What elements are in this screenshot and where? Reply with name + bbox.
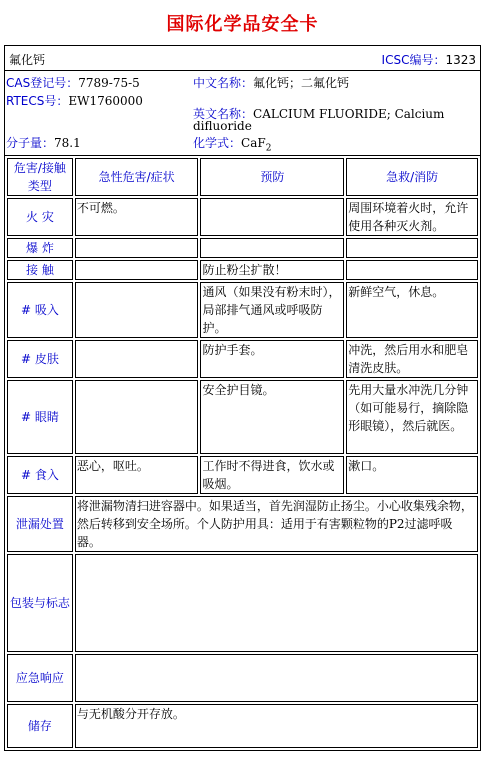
cas-value: 7789-75-5: [78, 76, 140, 90]
row-hazard: [75, 380, 199, 454]
col-header-hazard: 急性危害/症状: [75, 158, 199, 196]
rtecs-label: RTECS号：: [6, 94, 69, 108]
formula-field: [193, 134, 271, 153]
identity-block: [5, 71, 480, 156]
mw-field: [6, 134, 81, 151]
section-text: [75, 554, 478, 652]
section-label: 应急响应: [7, 654, 73, 702]
row-aid: [346, 238, 478, 258]
row-aid: [346, 260, 478, 280]
section-emergency: [7, 654, 478, 702]
row-type: # 眼睛: [7, 380, 73, 454]
row-type: # 食入: [7, 456, 73, 494]
section-text: 与无机酸分开存放。: [75, 704, 478, 748]
formula-value: CaF: [241, 136, 266, 150]
col-header-type: 危害/接触类型: [7, 158, 73, 196]
row-hazard: [75, 282, 199, 338]
cn-name-field: [193, 74, 349, 91]
cas-field: [6, 74, 140, 91]
col-header-aid: 急救/消防: [346, 158, 478, 196]
icsc-number: [382, 51, 476, 68]
section-spill: [7, 496, 478, 552]
table-row-contact: [7, 260, 478, 280]
card-header-row: [5, 46, 480, 71]
row-prevention: [200, 198, 344, 236]
en-name-continued: [193, 119, 252, 133]
mw-label: 分子量：: [6, 136, 55, 150]
row-aid: 漱口。: [346, 456, 478, 494]
row-aid: 周围环境着火时，允许使用各种灭火剂。: [346, 198, 478, 236]
chemical-name: 氟化钙: [9, 53, 46, 67]
en-name-value: CALCIUM FLUORIDE; Calcium: [253, 107, 445, 121]
row-type: 接 触: [7, 260, 73, 280]
en-name-value-2: difluoride: [193, 119, 252, 133]
row-type: 爆 炸: [7, 238, 73, 258]
row-prevention: 防护手套。: [200, 340, 344, 378]
rtecs-field: [6, 92, 143, 109]
table-row-eyes: [7, 380, 478, 454]
row-prevention: 安全护目镜。: [200, 380, 344, 454]
row-hazard: 恶心，呕吐。: [75, 456, 199, 494]
row-hazard: [75, 340, 199, 378]
table-row-inhalation: [7, 282, 478, 338]
row-aid: 冲洗，然后用水和肥皂清洗皮肤。: [346, 340, 478, 378]
row-prevention: [200, 238, 344, 258]
formula-label: 化学式：: [193, 136, 242, 150]
formula-subscript: 2: [265, 143, 272, 154]
safety-card: [4, 45, 481, 751]
col-header-prevention: 预防: [200, 158, 344, 196]
row-aid: 新鲜空气，休息。: [346, 282, 478, 338]
mw-value: 78.1: [54, 136, 81, 150]
cn-name-value: 氟化钙；二氟化钙: [253, 76, 350, 90]
rtecs-value: EW1760000: [68, 94, 143, 108]
en-name-label: 英文名称：: [193, 107, 254, 121]
table-row-fire: [7, 198, 478, 236]
section-label: 包装与标志: [7, 554, 73, 652]
cn-name-label: 中文名称：: [193, 76, 254, 90]
page-title: 国际化学品安全卡: [166, 14, 319, 35]
icsc-label: ICSC编号：: [381, 53, 446, 67]
row-prevention: 通风（如果没有粉末时），局部排气通风或呼吸防护。: [200, 282, 344, 338]
cas-label: CAS登记号：: [6, 76, 79, 90]
row-hazard: 不可燃。: [75, 198, 199, 236]
table-row-explosion: [7, 238, 478, 258]
section-label: 储存: [7, 704, 73, 748]
row-prevention: 防止粉尘扩散！: [200, 260, 344, 280]
row-hazard: [75, 238, 199, 258]
row-aid: 先用大量水冲洗几分钟（如可能易行，摘除隐形眼镜），然后就医。: [346, 380, 478, 454]
row-hazard: [75, 260, 199, 280]
table-header-row: [7, 158, 478, 196]
section-label: 泄漏处置: [7, 496, 73, 552]
section-text: [75, 654, 478, 702]
row-prevention: 工作时不得进食，饮水或吸烟。: [200, 456, 344, 494]
table-row-skin: [7, 340, 478, 378]
section-storage: [7, 704, 478, 748]
hazard-table: [5, 156, 480, 750]
section-text: 将泄漏物清扫进容器中。如果适当，首先润湿防止扬尘。小心收集残余物，然后转移到安全场所。个人防护用具：适用于有害颗粒物的P2过滤呼吸器。: [75, 496, 478, 552]
icsc-value: 1323: [445, 53, 476, 67]
table-row-ingestion: [7, 456, 478, 494]
row-type: # 吸入: [7, 282, 73, 338]
row-type: # 皮肤: [7, 340, 73, 378]
row-type: 火 灾: [7, 198, 73, 236]
section-packaging: [7, 554, 478, 652]
